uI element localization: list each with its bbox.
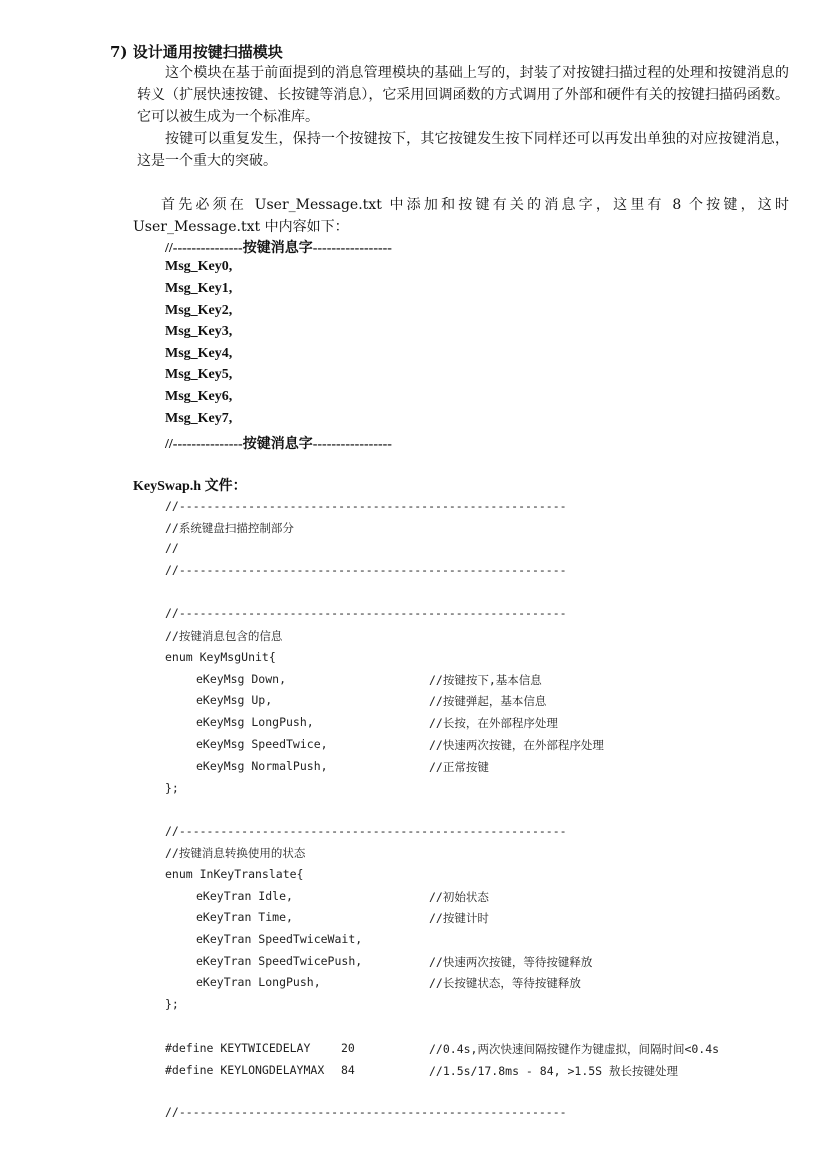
- code-enum-item: eKeyTran Time,: [196, 910, 293, 924]
- code-separator: //--------------------------------------------------------: [165, 606, 567, 620]
- code-separator: //--------------------------------------------------------: [165, 824, 567, 838]
- code-separator: //--------------------------------------------------------: [165, 1105, 567, 1119]
- message-block-footer: //---------------按键消息字-----------------: [165, 437, 392, 452]
- code-define-comment: //1.5s/17.8ms - 84, >1.5S 敖长按键处理: [429, 1064, 679, 1078]
- code-enum-item: eKeyMsg NormalPush,: [196, 759, 328, 773]
- message-key: Msg_Key7,: [165, 411, 233, 426]
- code-item-comment: //快速两次按键，等待按键释放: [429, 955, 593, 969]
- code-enum-item: eKeyMsg SpeedTwice,: [196, 737, 328, 751]
- message-key: Msg_Key5,: [165, 367, 233, 382]
- code-item-comment: //快速两次按键，在外部程序处理: [429, 738, 604, 752]
- code-enum-item: eKeyMsg Up,: [196, 693, 273, 707]
- code-enum-item: eKeyTran LongPush,: [196, 975, 321, 989]
- paragraph-intro: 这个模块在基于前面提到的消息管理模块的基础上写的，封装了对按键扫描过程的处理和按键消息的转义（扩展快速按键、长按键等消息），它采用回调函数的方式调用了外部和硬件有关的按键扫描码函数。它可以被生成为一个标准库。: [137, 65, 789, 125]
- code-separator: //--------------------------------------------------------: [165, 499, 567, 513]
- message-key: Msg_Key1,: [165, 281, 233, 296]
- code-enum-close: };: [165, 781, 179, 795]
- code-item-comment: //初始状态: [429, 890, 489, 904]
- code-comment: //系统键盘扫描控制部分: [165, 521, 294, 535]
- paragraph-repeat: 按键可以重复发生，保持一个按键按下，其它按键发生按下同样还可以再发出单独的对应按键消息，这是一个重大的突破。: [137, 131, 789, 169]
- message-key: Msg_Key0,: [165, 259, 233, 274]
- paragraph-user-message: 首先必须在 User_Message.txt 中添加和按键有关的消息字，这里有 8 个按键，这时 User_Message.txt 中内容如下：: [133, 197, 789, 235]
- code-enum-item: eKeyTran SpeedTwiceWait,: [196, 932, 363, 946]
- code-enum-close: };: [165, 997, 179, 1011]
- code-item-comment: //长按键状态，等待按键释放: [429, 976, 581, 990]
- code-define-value: 84: [341, 1063, 355, 1077]
- code-enum-item: eKeyTran SpeedTwicePush,: [196, 954, 363, 968]
- code-define-name: #define KEYLONGDELAYMAX: [165, 1063, 325, 1077]
- code-item-comment: //正常按键: [429, 760, 489, 774]
- code-define-comment: //0.4s,两次快速间隔按键作为键虚拟，间隔时间<0.4s: [429, 1042, 720, 1056]
- code-enum-decl: enum InKeyTranslate{: [165, 867, 304, 881]
- code-define-name: #define KEYTWICEDELAY: [165, 1041, 311, 1055]
- code-item-comment: //按键弹起，基本信息: [429, 694, 547, 708]
- message-key: Msg_Key4,: [165, 346, 233, 361]
- code-item-comment: //长按，在外部程序处理: [429, 716, 558, 730]
- message-key: Msg_Key3,: [165, 324, 233, 339]
- code-comment: //: [165, 541, 179, 555]
- code-define-value: 20: [341, 1041, 355, 1055]
- message-key: Msg_Key2,: [165, 303, 233, 318]
- code-separator: //--------------------------------------------------------: [165, 563, 567, 577]
- code-enum-item: eKeyMsg LongPush,: [196, 715, 314, 729]
- code-item-comment: //按键按下,基本信息: [429, 673, 542, 687]
- code-enum-decl: enum KeyMsgUnit{: [165, 650, 276, 664]
- code-comment: //按键消息转换使用的状态: [165, 846, 306, 860]
- code-item-comment: //按键计时: [429, 911, 489, 925]
- message-key: Msg_Key6,: [165, 389, 233, 404]
- code-enum-item: eKeyTran Idle,: [196, 889, 293, 903]
- message-block-header: //---------------按键消息字-----------------: [165, 241, 392, 256]
- code-enum-item: eKeyMsg Down,: [196, 672, 287, 686]
- file-title: KeySwap.h 文件：: [133, 479, 247, 494]
- section-heading: 7) 设计通用按键扫描模块: [110, 43, 283, 61]
- code-comment: //按键消息包含的信息: [165, 629, 283, 643]
